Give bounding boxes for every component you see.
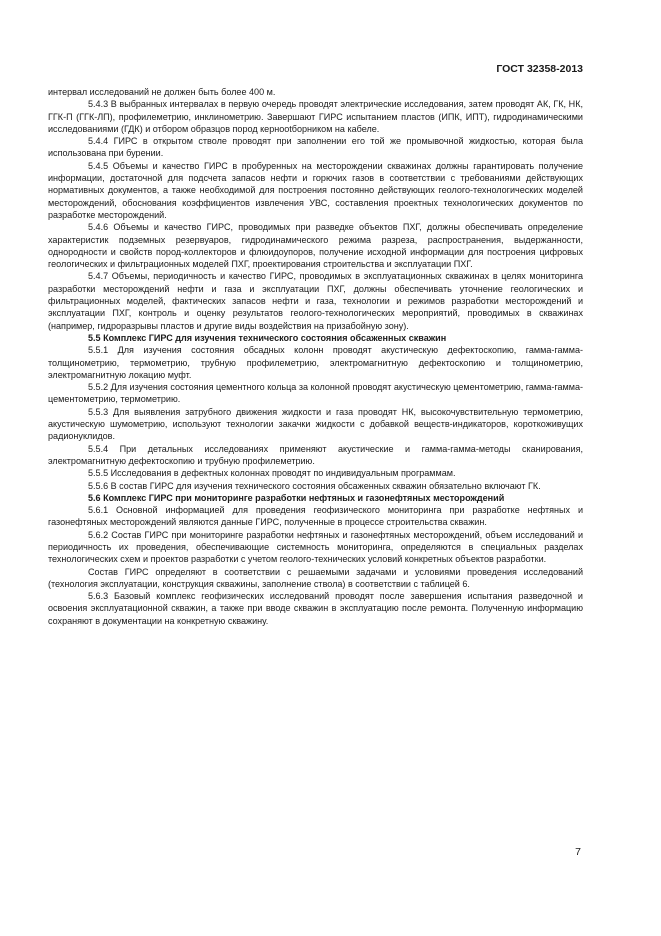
- section-heading: 5.6 Комплекс ГИРС при мониторинге разработки нефтяных и газонефтяных месторождений: [88, 492, 505, 503]
- paragraph: 5.5.5 Исследования в дефектных колоннах проводят по индивидуальным программам.: [88, 468, 456, 479]
- paragraph: 5.5.1 Для изучения состояния обсадных колонн проводят акустическую дефектоскопию, гамма-гамма-толщинометрию, термометрию, трубную профилеметрию, электромагнитную дефектоскопию и толщинометрию, электромагнитную локацию муфт.: [48, 345, 583, 380]
- paragraph: 5.5.6 В состав ГИРС для изучения технического состояния обсаженных скважин обязательно включают ГК.: [88, 480, 541, 491]
- paragraph: 5.4.5 Объемы и качество ГИРС в пробуренных на месторождении скважинах должны гарантировать получение информации, достаточной для подсчета запасов нефти и горючих газов в соответствии с требованиями действующих нормативных документов, а также необходимой для построения постоянно действующих геолого-технологических моделей месторождений, обоснования коэффициентов извлечения УВС, составления проектных технологических документов по разработке месторождений.: [48, 160, 583, 220]
- document-body: [48, 86, 583, 627]
- paragraph: 5.4.7 Объемы, периодичность и качество ГИРС, проводимых в эксплуатационных скважинах в целях мониторинга разработки месторождений нефти и газа и эксплуатации ПХГ, должны обеспечивать уточнение геологических и фильтрационных моделей, фактических запасов нефти и газа, технологии и режимов разработки месторождений и эксплуатации ПХГ, контроль и оценку результатов геолого-технологических мероприятий, проводимых в скважинах (например, гидроразрывы пластов и другие виды воздействия на призабойную зону).: [48, 271, 583, 331]
- paragraph: Состав ГИРС определяют в соответствии с решаемыми задачами и условиями проведения исследований (технология эксплуатации, конструкция скважины, заполнение ствола) в соответствии с таблицей 6.: [48, 566, 583, 589]
- document-header: ГОСТ 32358-2013: [496, 63, 583, 75]
- paragraph: 5.6.3 Базовый комплекс геофизических исследований проводят после завершения испытания разведочной и освоения эксплуатационной скважин, а также при вводе скважин в эксплуатацию после ремонта. Полученную информацию сохраняют в документации на конкретную скважину.: [48, 591, 583, 626]
- section-heading: 5.5 Комплекс ГИРС для изучения технического состояния обсаженных скважин: [88, 332, 447, 343]
- paragraph: 5.4.3 В выбранных интервалах в первую очередь проводят электрические исследования, затем проводят АК, ГК, НК, ГГК-П (ГГК-ЛП), профилеметрию, инклинометрию. Завершают ГИРС испытанием пластов (ИПК, ИПТ), гидродинамическими исследованиями (ГДК) и отбором образцов пород кернootборником на кабеле.: [48, 99, 583, 134]
- paragraph: 5.5.4 При детальных исследованиях применяют акустические и гамма-гамма-методы сканирования, электромагнитную дефектоскопию и трубную профилеметрию.: [48, 443, 583, 466]
- paragraph: 5.6.2 Состав ГИРС при мониторинге разработки нефтяных и газонефтяных месторождений, объем исследований и периодичность их проведения, обеспечивающие системность мониторинга, определяются в специальных разделах технологических схем и проектов разработки с учетом геолого-технических условий конкретных объектов разработки.: [48, 529, 583, 565]
- paragraph: 5.6.1 Основной информацией для проведения геофизического мониторинга при разработке нефтяных и газонефтяных месторождений являются данные ГИРС, полученные в процессе строительства скважин.: [48, 505, 583, 528]
- paragraph: 5.4.6 Объемы и качество ГИРС, проводимых при разведке объектов ПХГ, должны обеспечивать определение характеристик подземных резервуаров, гидродинамического режима разреза, распространения, выдержанности, однородности и свойств пород-коллекторов и флюидоупоров, получение исходной информации для построения цифровых геологических и фильтрационных моделей ПХГ, проектирования строительства и эксплуатации ПХГ.: [48, 222, 583, 270]
- paragraph: 5.5.3 Для выявления затрубного движения жидкости и газа проводят НК, высокочувствительную термометрию, акустическую шумометрию, используют технологии закачки жидкости с добавкой веществ-индикаторов, короткоживущих радионуклидов.: [48, 406, 583, 442]
- page-number: 7: [575, 846, 581, 858]
- paragraph: интервал исследований не должен быть более 400 м.: [48, 87, 276, 97]
- paragraph: 5.4.4 ГИРС в открытом стволе проводят при заполнении его той же промывочной жидкостью, которая была использована при бурении.: [48, 136, 583, 159]
- paragraph: 5.5.2 Для изучения состояния цементного кольца за колонной проводят акустическую цементометрию, гамма-гамма-цементометрию, термометрию.: [48, 382, 583, 405]
